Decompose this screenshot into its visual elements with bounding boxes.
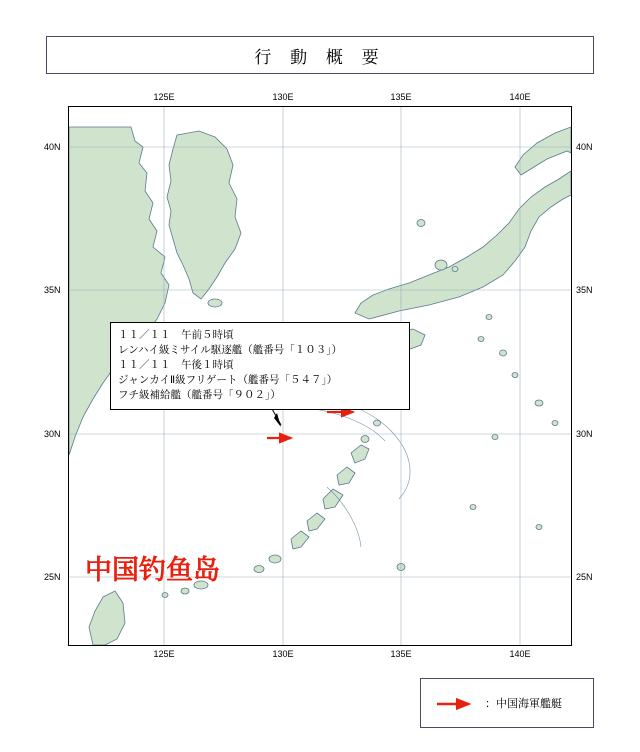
lat-label-left-40n: 40N [44,142,61,152]
lon-label-bottom-125e: 125E [153,649,175,659]
lat-label-left-35n: 35N [44,285,61,295]
title-box [46,36,594,74]
page-title: 行 動 概 要 [254,47,386,67]
callout-line-4: ジャンカイⅡ級フリゲート（艦番号「５４７」） [118,374,338,386]
lat-label-right-35n: 35N [576,285,593,295]
vessel-info-callout [110,322,410,410]
lon-label-top-125e: 125E [153,92,175,102]
callout-line-1: １１／１１ 午前５時頃 [118,329,234,341]
lat-label-right-40n: 40N [576,142,593,152]
red-arrow-icon [435,697,479,709]
lon-label-bottom-130e: 130E [272,649,294,659]
lat-label-right-30n: 30N [576,429,593,439]
lon-label-top-130e: 130E [272,92,294,102]
lon-label-top-135e: 135E [390,92,412,102]
lat-label-left-30n: 30N [44,429,61,439]
legend-label: ：中国海軍艦艇 [485,698,562,710]
lat-label-right-25n: 25N [576,572,593,582]
lon-label-bottom-140e: 140E [509,649,531,659]
legend-box [420,678,594,728]
lon-label-bottom-135e: 135E [390,649,412,659]
lat-label-left-25n: 25N [44,572,61,582]
callout-line-3: １１／１１ 午後１時頃 [118,359,234,371]
china-diaoyu-annotation: 中国钓鱼岛 [85,555,220,585]
callout-line-2: レンハイ級ミサイル駆逐艦（艦番号「１０３」） [118,344,343,356]
lon-label-top-140e: 140E [509,92,531,102]
callout-line-5: フチ級補給艦（艦番号「９０２」） [118,389,281,401]
